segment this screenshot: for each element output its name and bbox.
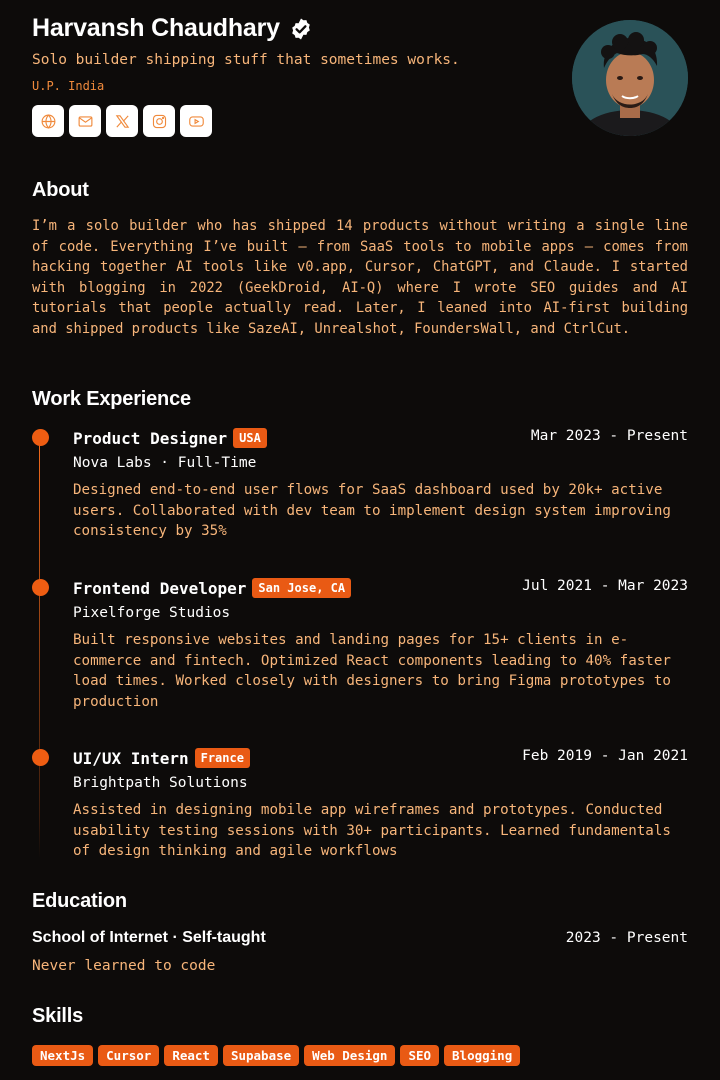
- profile-location: U.P. India: [32, 79, 105, 93]
- timeline-dot: [32, 429, 49, 446]
- education-heading: Education: [32, 890, 127, 912]
- x-link[interactable]: [106, 105, 138, 137]
- about-heading: About: [32, 179, 89, 201]
- education-date: 2023 - Present: [565, 930, 688, 946]
- job-company: Pixelforge Studios: [73, 605, 231, 621]
- profile-name: Harvansh Chaudhary: [32, 14, 280, 42]
- about-text: I’m a solo builder who has shipped 14 products without writing a single line of code. Everything I’ve built — from SaaS tools to mobile apps — comes from hacking together AI tools like v0.app, Cursor, ChatGPT, and Claude. I started with blogging in 2022 (GeekDroid, AI-Q) where I wrote SEO guides and AI tutorials that people actually read. Later, I leaned into AI-first building and shipped products like SazeAI, Unrealshot, FoundersWall, and CtrlCut.: [32, 218, 688, 337]
- skill-tag: SEO: [400, 1045, 439, 1066]
- social-links: [32, 105, 212, 137]
- instagram-icon: [151, 113, 168, 130]
- skills-list: [32, 1045, 520, 1066]
- job-title-row: [73, 578, 351, 598]
- job-company: Nova Labs · Full-Time: [73, 455, 257, 471]
- job-title-row: [73, 748, 250, 768]
- skill-tag: NextJs: [32, 1045, 93, 1066]
- mail-icon: [77, 113, 94, 130]
- verified-badge-icon: [289, 17, 313, 41]
- youtube-link[interactable]: [180, 105, 212, 137]
- x-icon: [114, 113, 131, 130]
- job-title: UI/UX Intern: [73, 748, 189, 768]
- timeline-dot: [32, 749, 49, 766]
- youtube-icon: [188, 113, 205, 130]
- job-description: Designed end-to-end user flows for SaaS dashboard used by 20k+ active users. Collaborated with dev team to implement design system improving consistency by 35%: [73, 482, 671, 540]
- skills-heading: Skills: [32, 1005, 84, 1027]
- work-heading: Work Experience: [32, 388, 191, 410]
- avatar: [572, 20, 688, 136]
- instagram-link[interactable]: [143, 105, 175, 137]
- name-row: [32, 14, 313, 43]
- profile-tagline: Solo builder shipping stuff that sometimes works.: [32, 52, 460, 68]
- job-location-badge: USA: [233, 428, 267, 448]
- timeline-dot: [32, 579, 49, 596]
- job-title-row: [73, 428, 267, 448]
- skill-tag: Web Design: [304, 1045, 395, 1066]
- skill-tag: Supabase: [223, 1045, 299, 1066]
- job-location-badge: San Jose, CA: [252, 578, 351, 598]
- job-date: Mar 2023 - Present: [530, 428, 688, 444]
- timeline-line: [39, 438, 40, 858]
- email-link[interactable]: [69, 105, 101, 137]
- skill-tag: Cursor: [98, 1045, 159, 1066]
- skill-tag: React: [164, 1045, 218, 1066]
- avatar-portrait: [572, 20, 688, 136]
- job-title: Frontend Developer: [73, 578, 247, 598]
- job-location-badge: France: [195, 748, 250, 768]
- job-description: Assisted in designing mobile app wireframes and prototypes. Conducted usability testing sessions with 30+ participants. Learned fundamentals of design thinking and agile workflows: [73, 802, 671, 860]
- education-note: Never learned to code: [32, 958, 216, 974]
- skill-tag: Blogging: [444, 1045, 520, 1066]
- globe-icon: [40, 113, 57, 130]
- job-date: Feb 2019 - Jan 2021: [522, 748, 688, 764]
- job-date: Jul 2021 - Mar 2023: [522, 578, 688, 594]
- website-link[interactable]: [32, 105, 64, 137]
- job-description: Built responsive websites and landing pages for 15+ clients in e-commerce and fintech. Optimized React components leading to 40% faster load times. Worked closely with designers to bring Figma prototypes to production: [73, 632, 671, 711]
- education-school: School of Internet · Self-taught: [32, 929, 266, 946]
- job-company: Brightpath Solutions: [73, 775, 248, 791]
- job-title: Product Designer: [73, 428, 228, 448]
